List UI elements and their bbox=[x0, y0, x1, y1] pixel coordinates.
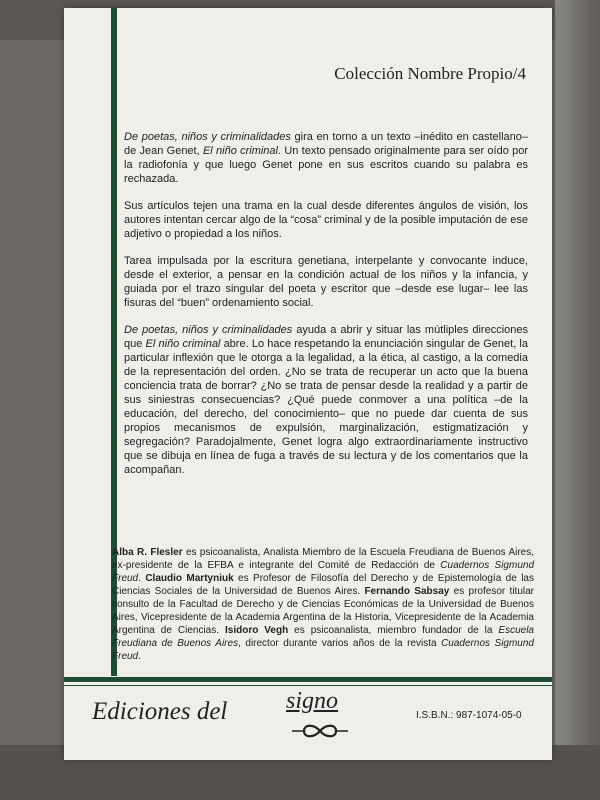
authors-bio: Alba R. Flesler es psicoanalista, Analista Miembro de la Escuela Freudiana de Buenos Aires, ex-presidente de la EFBA e integrante del Comité de Redacción de Cuadernos Sigmund Freud. Claudio Martyniuk es Profesor de Filosofía del Derecho y de Epistemología de las Ciencias Sociales de la Universidad de Buenos Aires. Fernando Sabsay es profesor titular consulto de la Facultad de Derecho y de Ciencias Económicas de la Universidad de Buenos Aires, Vicepresidente de la Academia Argentina de la Historia, Vicepresidente de la Academia Argentina de Ciencias. Isidoro Vegh es psicoanalista, miembro fundador de la Escuela Freudiana de Buenos Aires, director durante varios años de la revista Cuadernos Sigmund Freud. bbox=[112, 547, 535, 662]
synopsis bbox=[124, 130, 528, 490]
collection-title: Colección Nombre Propio/4 bbox=[334, 64, 526, 83]
background-right bbox=[555, 0, 600, 800]
book-back-cover bbox=[64, 8, 552, 760]
synopsis-paragraph-4: De poetas, niños y criminalidades ayuda a abrir y situar las mútliples direcciones que El niño criminal abre. Lo hace respetando la enunciación singular de Genet, la particular inflexión que le otorga a la legalidad, a la ética, al castigo, a la comedia de la representación del orden. ¿No se trata de recuperar un acto que la buena conciencia trata de borrar? ¿No se trata de pensar desde la realidad y a partir de sus siniestras consecuencias? ¿Qué puede conmover a una política –de la educación, del derecho, del conocimiento– que no puede dar cuenta de sus propios mecanismos de expulsión, marginalización, estigmatización y segregación? Paradojalmente, Genet logra algo extraordinariamente instructivo que se dibuja en línea de fuga a través de su lectura y de los comentarios que la acompañan. bbox=[124, 324, 528, 476]
signo-logo-word: signo bbox=[286, 688, 339, 714]
isbn: I.S.B.N.: 987-1074-05-0 bbox=[416, 710, 522, 721]
synopsis-paragraph-2: Sus artículos tejen una trama en la cual desde diferentes ángulos de visión, los autores intentan cercar algo de la “cosa” criminal y de la posible imputación de ese adjetivo o propiedad a los niños. bbox=[124, 200, 528, 240]
signo-logo bbox=[282, 688, 352, 740]
synopsis-paragraph-3: Tarea impulsada por la escritura genetiana, interpelante y convocante induce, desde el exterior, a pensar en la condición actual de los niños y la infancia, y guiada por el trazo singular del poeta y escritor que –desde ese lugar– lee las fisuras del “buen” ordenamiento social. bbox=[124, 255, 528, 309]
infinity-mark-icon bbox=[290, 724, 350, 738]
synopsis-paragraph-1: De poetas, niños y criminalidades gira en torno a un texto –inédito en castellano– de Jean Genet, El niño criminal. Un texto pensado originalmente para ser oído por la radiofonía y que luego Genet pone en sus escritos cuando su palabra es rechazada. bbox=[124, 131, 529, 185]
publisher-name: Ediciones del bbox=[92, 698, 228, 725]
green-horizontal-rule bbox=[64, 677, 552, 682]
green-thin-rule bbox=[64, 685, 552, 686]
